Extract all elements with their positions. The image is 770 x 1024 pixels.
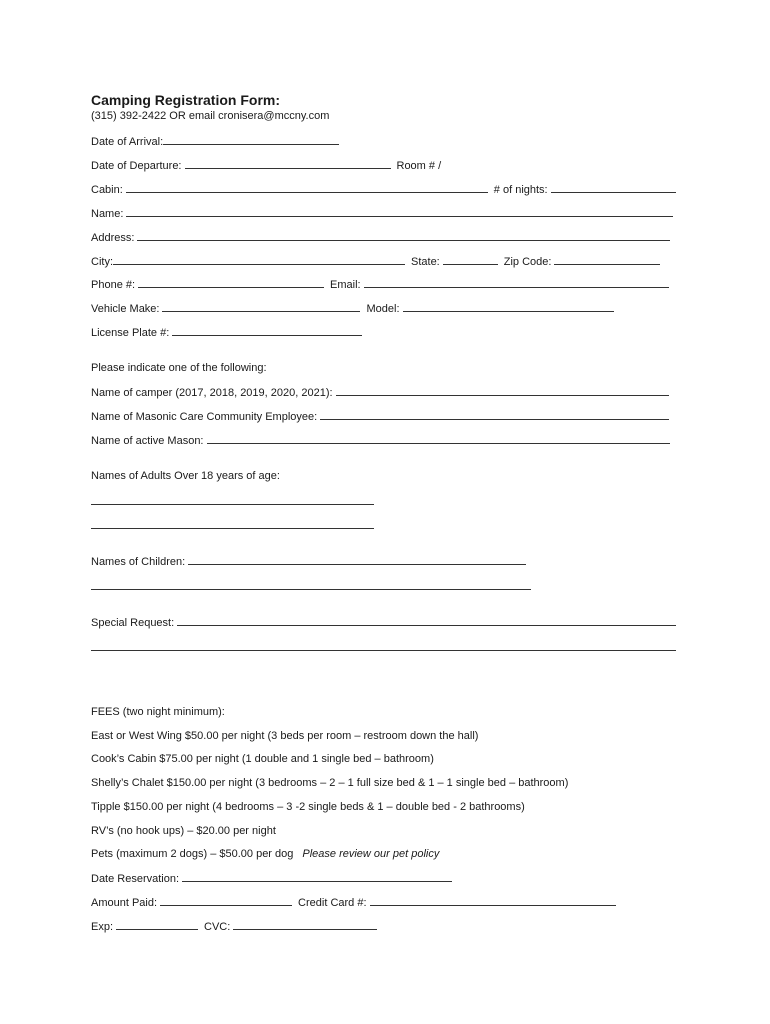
state-field[interactable] — [443, 255, 498, 265]
nights-field[interactable] — [551, 183, 676, 193]
exp-field[interactable] — [116, 920, 198, 930]
city-row — [91, 255, 660, 268]
date-of-arrival-field[interactable] — [163, 135, 339, 145]
pets-row — [91, 848, 439, 860]
zip-label: Zip Code: — [503, 256, 552, 268]
city-label: City: — [91, 256, 113, 268]
cvc-label: CVC: — [204, 921, 231, 933]
name-label: Name: — [91, 208, 124, 220]
vehicle-row — [91, 302, 614, 315]
exp-label: Exp: — [91, 921, 114, 933]
vehicle-make-field[interactable] — [162, 302, 360, 312]
adults-label: Names of Adults Over 18 years of age: — [91, 470, 280, 482]
zip-field[interactable] — [554, 255, 660, 265]
children-field[interactable] — [188, 555, 526, 565]
arrival-row — [91, 135, 345, 148]
form-title: Camping Registration Form: — [91, 92, 281, 108]
mason-label: Name of active Mason: — [91, 435, 204, 447]
state-label: State: — [411, 256, 440, 268]
date-reservation-field[interactable] — [182, 872, 452, 882]
address-row — [91, 231, 670, 244]
license-row — [91, 326, 368, 339]
room-label: Room # / — [396, 160, 442, 172]
amount-paid-label: Amount Paid: — [91, 897, 158, 909]
special-request-line-2[interactable] — [91, 649, 676, 651]
address-field[interactable] — [137, 231, 670, 241]
amount-paid-field[interactable] — [160, 896, 292, 906]
pets-fee: Pets (maximum 2 dogs) – $50.00 per dog — [91, 848, 294, 860]
fee-item: Shelly’s Chalet $150.00 per night (3 bedrooms – 2 – 1 full size bed & 1 – 1 single bed – bathroom) — [91, 777, 569, 789]
phone-field[interactable] — [138, 278, 324, 288]
cabin-field[interactable] — [126, 183, 488, 193]
fee-item: Cook’s Cabin $75.00 per night (1 double and 1 single bed – bathroom) — [91, 753, 434, 765]
date-of-arrival-label: Date of Arrival: — [91, 136, 164, 148]
payment-row — [91, 896, 616, 909]
fee-item: East or West Wing $50.00 per night (3 beds per room – restroom down the hall) — [91, 730, 479, 742]
name-field[interactable] — [126, 207, 673, 217]
nights-label: # of nights: — [493, 184, 548, 196]
fee-item: RV’s (no hook ups) – $20.00 per night — [91, 825, 276, 837]
children-label: Names of Children: — [91, 556, 186, 568]
camper-label: Name of camper (2017, 2018, 2019, 2020, 2021): — [91, 387, 333, 399]
email-field[interactable] — [364, 278, 669, 288]
children-line-2[interactable] — [91, 588, 531, 590]
pet-policy-note: Please review our pet policy — [302, 848, 440, 860]
indicate-heading: Please indicate one of the following: — [91, 362, 267, 374]
model-field[interactable] — [403, 302, 614, 312]
cvc-field[interactable] — [233, 920, 377, 930]
mason-row — [91, 434, 670, 447]
exp-row — [91, 920, 377, 933]
special-request-field[interactable] — [177, 616, 676, 626]
model-label: Model: — [366, 303, 400, 315]
mason-field[interactable] — [207, 434, 670, 444]
email-label: Email: — [330, 279, 361, 291]
cabin-row — [91, 183, 676, 196]
cabin-label: Cabin: — [91, 184, 123, 196]
fee-item: Tipple $150.00 per night (4 bedrooms – 3 -2 single beds & 1 – double bed - 2 bathrooms) — [91, 801, 525, 813]
adult-line-1[interactable] — [91, 503, 374, 505]
license-plate-field[interactable] — [172, 326, 362, 336]
employee-field[interactable] — [320, 410, 669, 420]
address-label: Address: — [91, 232, 135, 244]
special-request-label: Special Request: — [91, 617, 175, 629]
date-of-departure-field[interactable] — [185, 159, 391, 169]
city-field[interactable] — [113, 255, 405, 265]
license-plate-label: License Plate #: — [91, 327, 170, 339]
adult-line-2[interactable] — [91, 527, 374, 529]
name-row — [91, 207, 673, 220]
camper-field[interactable] — [336, 386, 669, 396]
employee-label: Name of Masonic Care Community Employee: — [91, 411, 318, 423]
phone-row — [91, 278, 669, 291]
credit-card-field[interactable] — [370, 896, 616, 906]
contact-info: (315) 392-2422 OR email cronisera@mccny.com — [91, 110, 330, 122]
employee-row — [91, 410, 669, 423]
phone-label: Phone #: — [91, 279, 136, 291]
credit-card-label: Credit Card #: — [298, 897, 367, 909]
date-reservation-row — [91, 872, 452, 885]
fees-heading: FEES (two night minimum): — [91, 706, 225, 718]
special-request-row — [91, 616, 676, 629]
date-reservation-label: Date Reservation: — [91, 873, 180, 885]
camper-row — [91, 386, 669, 399]
vehicle-make-label: Vehicle Make: — [91, 303, 160, 315]
children-row — [91, 555, 526, 568]
departure-row — [91, 159, 441, 172]
date-of-departure-label: Date of Departure: — [91, 160, 182, 172]
